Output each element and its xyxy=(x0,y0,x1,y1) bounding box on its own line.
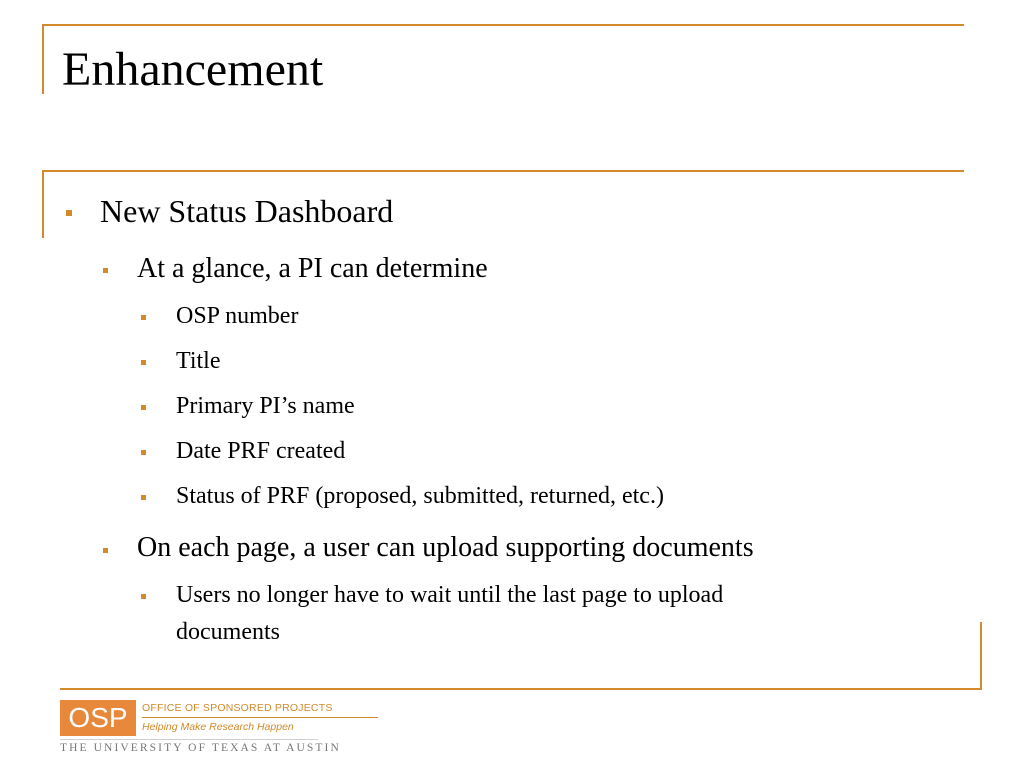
bullet-level3: Date PRF created xyxy=(176,438,346,464)
university-name: THE UNIVERSITY OF TEXAS AT AUSTIN xyxy=(60,742,341,754)
bullet-marker xyxy=(103,548,108,553)
slide-title: Enhancement xyxy=(62,43,324,96)
bullet-level2: On each page, a user can upload supporting documents xyxy=(137,532,754,563)
bullet-level3: Title xyxy=(176,348,221,374)
title-left-rule xyxy=(42,24,44,94)
bullet-level3: Status of PRF (proposed, submitted, returned, etc.) xyxy=(176,483,664,509)
bullet-level3-line1: Users no longer have to wait until the last page to upload xyxy=(176,582,724,608)
bullet-marker xyxy=(103,268,108,273)
bullet-level2: At a glance, a PI can determine xyxy=(137,253,488,284)
osp-divider xyxy=(142,717,378,718)
bullet-marker xyxy=(66,210,72,216)
bullet-marker xyxy=(141,450,146,455)
osp-office-name: OFFICE OF SPONSORED PROJECTS xyxy=(142,702,333,714)
bullet-marker xyxy=(141,360,146,365)
osp-tagline: Helping Make Research Happen xyxy=(142,721,294,733)
bullet-level3: Primary PI’s name xyxy=(176,393,355,419)
bullet-marker xyxy=(141,315,146,320)
bullet-marker xyxy=(141,594,146,599)
title-top-rule xyxy=(42,24,964,26)
content-bottom-rule xyxy=(60,688,982,690)
bullet-level1: New Status Dashboard xyxy=(100,193,394,229)
osp-logo-mark: OSP xyxy=(60,700,136,736)
content-left-rule xyxy=(42,170,44,238)
bullet-marker xyxy=(141,405,146,410)
bullet-level3: OSP number xyxy=(176,303,299,329)
bullet-level3-line2: documents xyxy=(176,619,280,645)
content-top-rule xyxy=(42,170,964,172)
content-right-rule xyxy=(980,622,982,690)
bullet-marker xyxy=(141,495,146,500)
university-divider xyxy=(60,739,318,740)
